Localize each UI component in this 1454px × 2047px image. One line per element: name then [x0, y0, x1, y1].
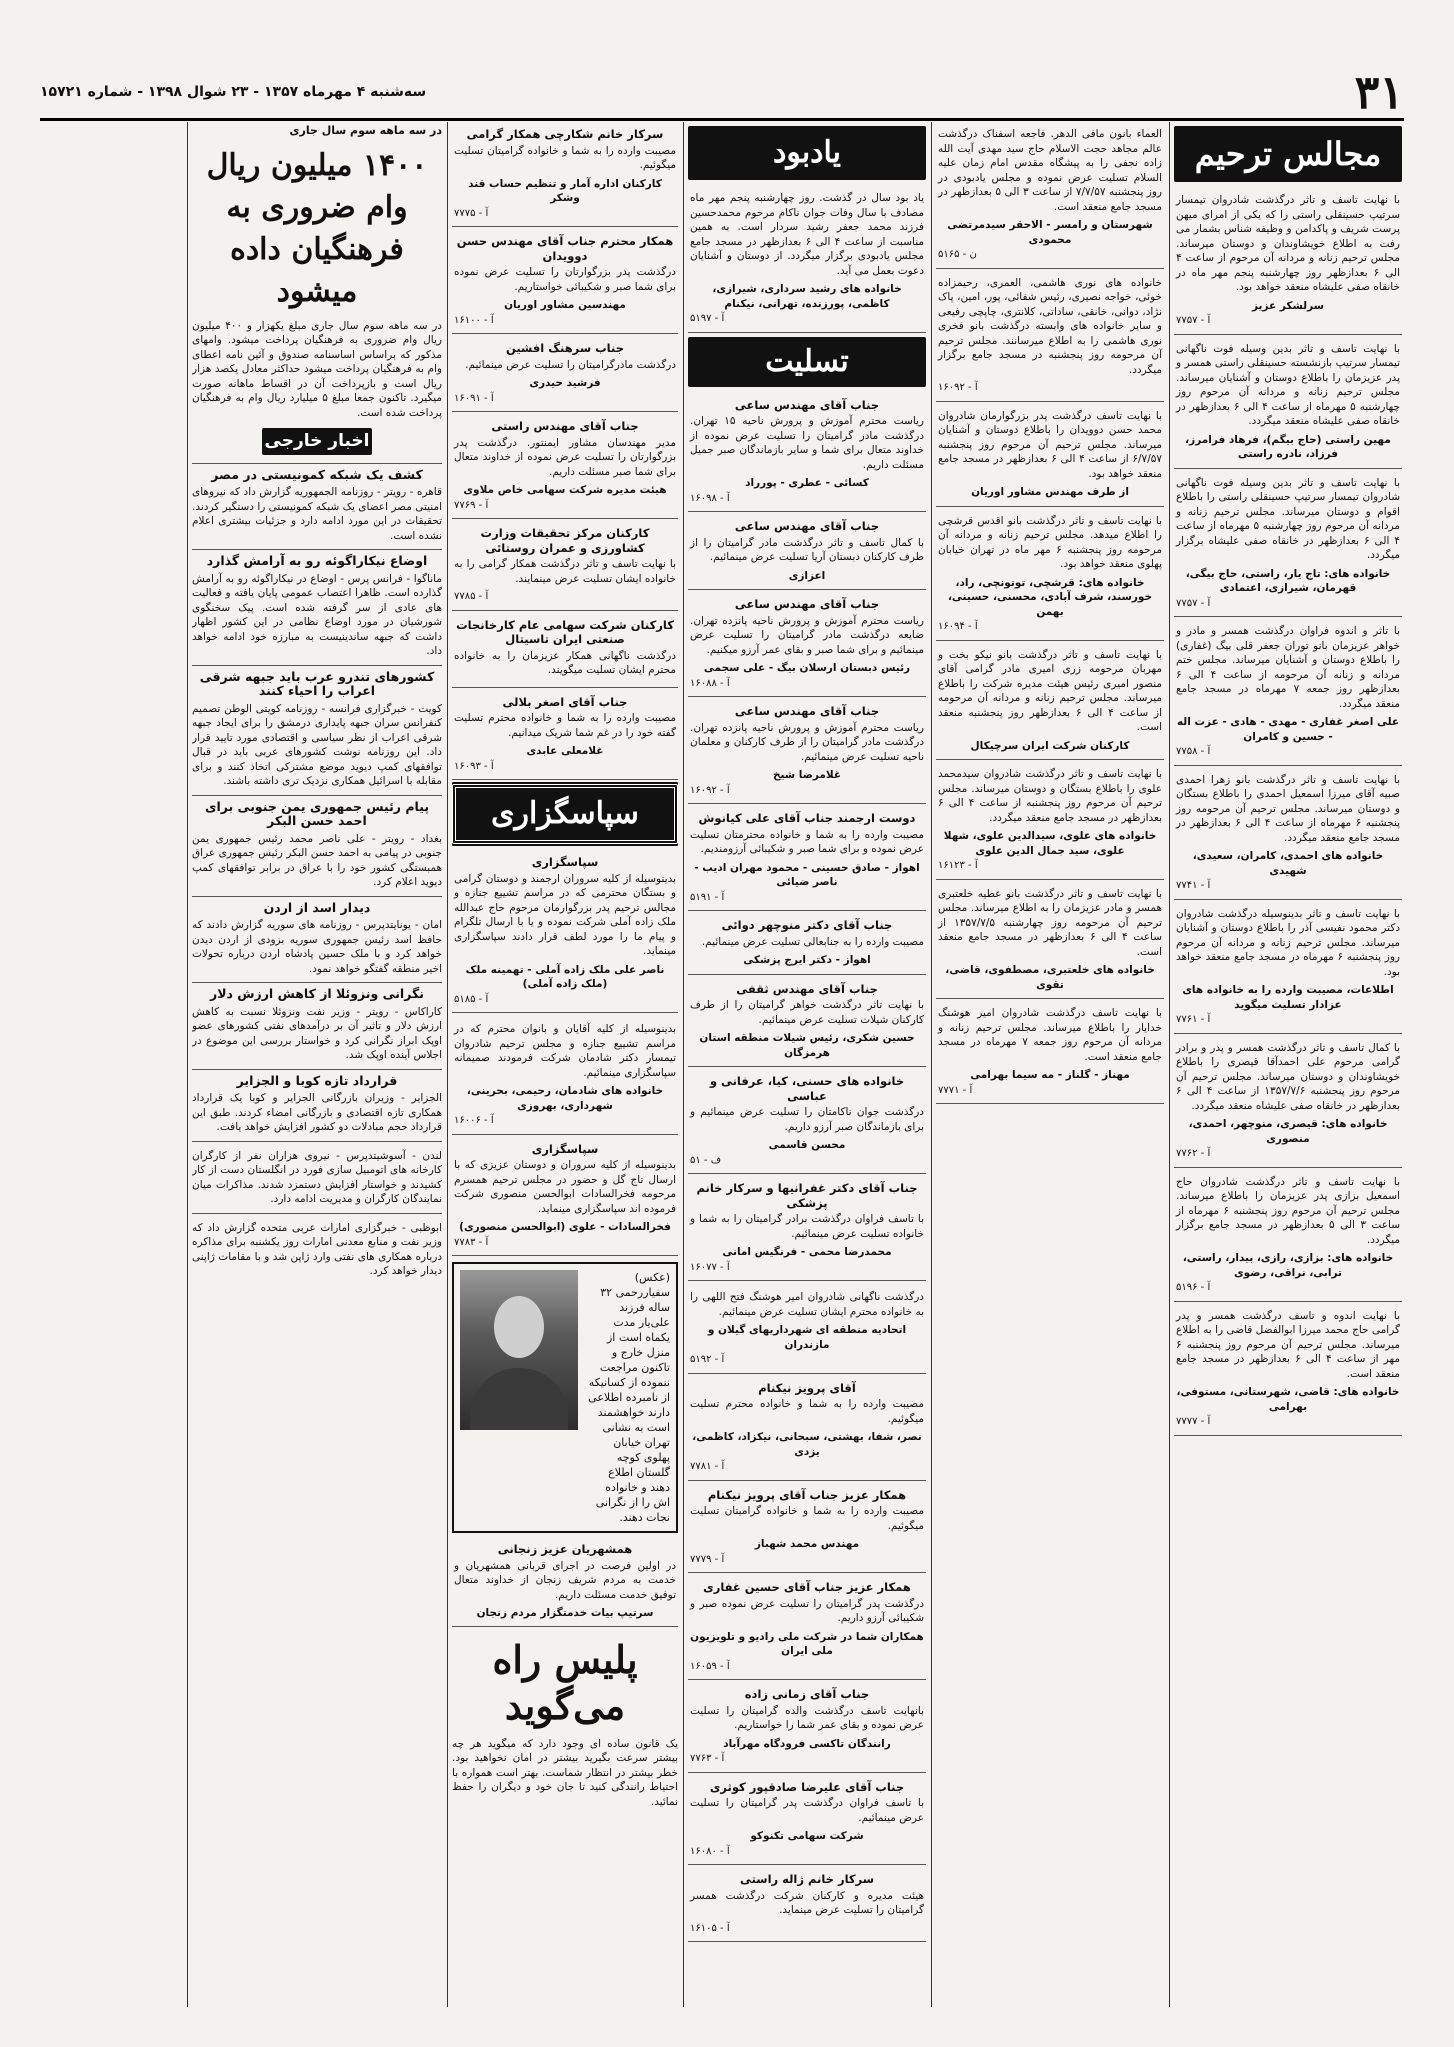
notice-code: آ - ۷۷۵۸: [1176, 746, 1211, 757]
sepas-notices: [452, 852, 678, 1256]
notice-block: [1174, 1172, 1402, 1302]
notice-code: آ - ۷۷۸۳: [454, 1236, 489, 1248]
notice-signature: هیئت مدیره شرکت سهامی خاص ملاوی: [463, 484, 667, 496]
notice-text: درگذشت مادرگرامیتان را تسلیت عرض مینمائیم.: [465, 358, 676, 371]
notice-code: آ - ۱۶۰۹۲: [938, 382, 978, 393]
notice-signature: سرلشکر عزیز: [1252, 299, 1324, 312]
news-headline: نگرانی ونزوئلا از کاهش ارزش دلار: [192, 982, 442, 1002]
yadbud-notice: [688, 188, 926, 333]
missing-person-photo: [460, 1270, 578, 1430]
notice-block: [452, 231, 678, 334]
news-headline: قرارداد تازه کوبا و الجزایر: [192, 1069, 442, 1089]
notice-text: درگذشت جوان ناکامتان را تسلیت عرض مینمائیم و برای بازماندگان صبر آرزو داریم.: [690, 1106, 924, 1133]
notice-text: با نهایت تاسف و تاثر درگذشت شادروان تیمسار سرتیپ حسینقلی راستی را که یکی از امرای میهن پرست شریف و پاکدامن و وظیفه شناس بشمار می رفت به اطلاع خویشاوندان و دوستان میرساند. مجلس ترحیم زنانه و مردانه آن مرحوم از ساعت ۴ الی ۶ بعدازظهر روز چهارشنبه پنجم مهر ماه در خانقاه صفی علیشاه منعقد خواهد بود.: [1176, 194, 1400, 293]
notice-signature: فخرالسادات - علوی (ابوالحسن منصوری): [459, 1221, 671, 1233]
notice-block: [688, 1071, 926, 1174]
notice-signature: خانواده های شادمان، رحیمی، بحرینی، شهرداری، بهروزی: [466, 1085, 664, 1112]
notice-title: همکار محترم جناب آقای مهندس حسن دوویدان: [456, 234, 674, 263]
notice-block: [688, 395, 926, 513]
notice-signature: شرکت سهامی تکنوکو: [750, 1830, 864, 1842]
notice-block: [936, 1003, 1164, 1104]
notice-block: [688, 594, 926, 697]
notice-code: آ - ۷۷۷۱: [938, 1084, 973, 1096]
notice-signature: کارکنان اداره آمار و تنظیم حساب قند وشکر: [468, 177, 662, 204]
notice-text: بدینوسیله از کلیه آقایان و بانوان محترم که در مراسم تشییع جنازه و مجلس ترحیم شادروان تیمسار دکتر شادمان شرکت فرمودند صمیمانه سپاسگزاری مینمائیم.: [454, 1023, 676, 1079]
notice-text: هیئت مدیره و کارکنان شرکت درگذشت همسر گرامیتان را تسلیت عرض مینماید.: [690, 1889, 924, 1916]
notice-title: جناب آقای مهندس ثقفی: [736, 981, 878, 996]
notice-signature: غلامعلی عابدی: [526, 745, 604, 757]
col2-notices: [936, 124, 1164, 1104]
notice-signature: اهواز - دکتر ایرج پزشکی: [743, 954, 871, 966]
notice-block: [452, 1139, 678, 1257]
notice-code: آ - ۷۷۷۷: [1176, 1416, 1211, 1427]
notice-signature: رئیس دبستان ارسلان بیگ - علی سجمی: [703, 662, 911, 674]
notice-text: ریاست محترم آموزش و پرورش ناحیه ۱۵ تهران. درگذشت مادر گرامیتان را تسلیت عرض نموده از خداوند متعال برای شما و سایر بازماندگان صبر جمیل مسئلت داریم.: [690, 415, 925, 471]
news-body: ماناگوا - فرانس پرس - اوضاع در نیکاراگوئه رو به آرامش گذارده است. ظاهرا اعتصاب عمومی پایان یافته و فعالیت های عادی از سر گرفته شده است. پیک سخنگوی شورشیان در مورد اوضاع نظامی در این کشور اظهار داشت که جبهه ساندینیست به مبارزه خود ادامه خواهد داد.: [192, 572, 442, 657]
column-left-strip: [48, 124, 182, 2004]
notice-block: [936, 764, 1164, 880]
notice-block: [1174, 190, 1402, 335]
notice-title: جناب آقای مهندس ساعی: [734, 519, 880, 533]
notice-code: آ - ۷۷۷۵: [454, 207, 489, 219]
notice-block: [688, 1869, 926, 1942]
news-headline: [192, 1141, 442, 1146]
notice-signature: از طرف مهندس مشاور اوریان: [971, 486, 1129, 498]
notice-signature: همکاران شما در شرکت ملی رادیو و تلویزیون ملی ایران: [690, 1630, 924, 1657]
notice-code: آ - ۱۶۰۰۶: [454, 1115, 494, 1126]
notice-block: [1174, 770, 1402, 900]
missing-person-notice: [452, 1262, 678, 1533]
notice-signature: خانواده های: بزازی، رازی، بیدار، راستی، ترابی، نراقی، رضوی: [1182, 1252, 1394, 1279]
notice-text: با تاثر و اندوه فراوان درگذشت همسر و مادر و خواهر عزیزمان بانو توران جعفر قلی بیگ (غفاری) را باطلاع دوستان و آشنایان میرساند. مجلس ختم مردانه و زنانه آن مرحومه از ساعت ۴ الی ۶ بعدازظهر روز جمعه ۷ مهرماه در مسجد جامع منعقد میگردد.: [1176, 625, 1401, 710]
column-notices-2: [936, 124, 1164, 2004]
notice-text: مصیبت وارده را به جنابعالی تسلیت عرض مینمائیم.: [701, 935, 924, 948]
notice-text: با نهایت تاسف و تاثر بدین وسیله فوت ناگهانی شادروان تیمسار سرتیپ حسینقلی راستی را باطلاع اقوام و دوستان میرساند. مجلس ترحیم زنانه و مردانه آن مرحوم روز چهارشنبه ۵ مهرماه از ساعت ۴ الی ۶ بعدازظهر در خانقاه صفی علیشاه برگزار میگردد.: [1176, 476, 1401, 561]
notice-block: [688, 1684, 926, 1773]
notice-text: با نهایت تاسف درگذشت پدر بزرگوارمان شادروان محمد حسن دوویدان را باطلاع دوستان و آشنایان میرساند. مجلس ترحیم آن مرحوم روز پنجشنبه ۶/۷/۵۷ از ساعت ۴ الی ۶ بعدازظهر در مسجد جامع منعقد خواهد بود.: [938, 409, 1163, 480]
notice-block: [1174, 1306, 1402, 1436]
notice-text: مصیبت وارده را به شما و خانواده محترم تسلیت میگوئیم.: [690, 1398, 924, 1425]
notice-text: با تاسف فراوان درگذشت پدر گرامیتان را تسلیت عرض مینمائیم.: [690, 1797, 924, 1824]
notice-signature: خانواده های: قاضی، شهرستانی، مستوفی، بهرامی: [1176, 1386, 1400, 1413]
notice-block: [688, 979, 926, 1068]
notice-block: [688, 808, 926, 911]
column-divider: [1169, 122, 1170, 2007]
notice-text: با نهایت تاسف و تاثر درگذشت همکار گرامی را به خانواده ایشان تسلیت عرض مینمایند.: [454, 558, 676, 585]
notice-text: مصیبت وارده را به شما و خانواده محترم تسلیت گفته خود را در غم شما شریک میدانیم.: [454, 712, 676, 739]
notice-title: همکار عزیز جناب آقای پرویز نیکنام: [707, 1487, 907, 1502]
news-body: قاهره - رویتر - روزنامه الجمهوریه گزارش داد که نیروهای امنیتی مصر اعضای یک شبکه کمونیستی را دستگیر کردند. تحقیقات در این مورد ادامه دارد و جزئیات بیشتری اعلام نشده است.: [192, 486, 442, 542]
notice-block: [1174, 621, 1402, 766]
column-divider: [447, 122, 448, 2007]
notice-title: سپاسگزاری: [531, 855, 599, 869]
notice-signature: اتحادیه منطقه ای شهرداریهای گیلان و مازندران: [707, 1324, 907, 1351]
notice-title: جناب آقای دکتر غفرانیها و سرکار خانم پزشکی: [696, 1181, 918, 1210]
notice-title: جناب سرهنگ افشین: [506, 341, 624, 355]
notice-code: آ - ۱۶۱۰۰: [454, 314, 494, 326]
notice-code: آ - ۷۷۵۷: [1176, 597, 1211, 609]
notice-text: با نهایت اندوه و تاسف درگذشت همسر و پدر گرامی حاج محمد میرزا ابوالفضل قاضی را به اطلاع میرساند. مجلس ترحیم آن مرحوم روز پنجشنبه ۶ مهر از ساعت ۴ الی ۶ بعدازظهر در مسجد جامع منعقد است.: [1176, 1309, 1400, 1380]
foreign-news-banner: اخبار خارجی: [262, 428, 372, 455]
loan-headline: ۱۴۰۰ میلیون ریال وام ضروری به فرهنگیان داده میشود: [206, 147, 428, 309]
notice-code: آ - ۷۷۶۱: [1176, 1014, 1211, 1025]
zanjan-text: در اولین فرصت در اجرای قربانی همشهریان و خدمت به مردم شریف زنجان از خداوند متعال توفیق خدمت مسئلت داریم.: [454, 1559, 676, 1601]
column-memorial-condolence: [688, 124, 926, 2004]
yadbud-banner: یادبود: [688, 126, 926, 180]
notice-title: سرکار خانم ژاله راستی: [739, 1872, 875, 1886]
police-says-text: یک قانون ساده ای وجود دارد که میگوید هر چه بیشتر سرعت بگیرید بیشتر در امان نخواهید بود. خطر بیشتر در انتظار شماست. بهتر است همواره با احتیاط رانندگی کنید تا جان خود و دیگران را حفظ نمائید.: [452, 1737, 678, 1808]
notice-code: آ - ۱۶۰۹۸: [690, 492, 730, 504]
notice-title: جناب آقای علیرضا صادقپور کوثری: [709, 1779, 905, 1794]
notice-signature: غلامرضا شیخ: [772, 769, 842, 781]
notice-signature: کارکنان شرکت ایران سرچیکال: [970, 739, 1130, 752]
notice-signature: مهندس محمد شهباز: [754, 1538, 860, 1550]
notice-text: العماء بانون مافی الدهر. فاجعه اسفناک درگذشت عالم مجاهد حجت الاسلام حاج سید مهدی آیت الله زاده نجفی را به پیشگاه مقدس امام زمان علیه السلام تسلیت عرض نموده و مجلس یادبودی در روز پنجشنبه ۷/۷/۵۷ از ساعت ۳ الی ۵ بعدازظهر در مسجد جامع منعقد است.: [938, 128, 1163, 213]
notice-text: مصیبت وارده را به شما و خانواده گرامیتان تسلیت میگوئیم.: [690, 1505, 924, 1532]
notice-text: درگذشت ناگهانی همکار عزیزمان را به خانواده محترم ایشان تسلیت میگویند.: [454, 649, 676, 676]
notice-code: آ - ۱۶۰۹۳: [454, 760, 494, 772]
notice-text: درگذشت پدر گرامیتان را تسلیت عرض نموده صبر و شکیبائی آرزو داریم.: [690, 1597, 924, 1624]
notice-signature: خانواده های احمدی، کامران، سعیدی، شهیدی: [1192, 850, 1384, 877]
notice-block: [688, 1378, 926, 1481]
notice-title: خانواده های حسنی، کیا، عرفانی و عباسی: [709, 1074, 905, 1103]
notice-signature: حسین شکری، رئیس شیلات منطقه استان هرمزگان: [699, 1032, 915, 1059]
notice-text: بدینوسیله از کلیه سروران ارجمند و دوستان گرامی و بستگان محترمی که در مراسم تشییع جنازه و مجالس ترحیم پدر بزرگوارمان مرحوم حاج عبدالله ملک زاده آملی شرکت نموده و یا با ارسال تلگرام و پیام ما را مورد لطف قرار دادند سپاسگزاری مینماید.: [454, 872, 676, 957]
notice-title: جناب آقای اصغر بلالی: [502, 694, 628, 709]
notice-block: [688, 1485, 926, 1574]
notice-text: درگذشت ناگهانی شادروان امیر هوشنگ فتح اللهی را به خانواده محترم ایشان تسلیت عرض مینمائیم.: [690, 1291, 924, 1318]
notice-signature: نصر، شفا، بهشتی، سبحانی، نیکزاد، کاظمی، یزدی: [692, 1431, 922, 1458]
notice-title: همکار عزیز جناب آقای حسین غفاری: [703, 1580, 911, 1594]
notice-signature: شهرستان و رامسر - الاحقر سیدمرتضی محمودی: [947, 219, 1153, 246]
notice-block: [936, 406, 1164, 507]
notice-title: جناب آقای زمانی زاده: [744, 1687, 870, 1701]
notice-text: با نهایت تاسف و تاثر درگذشت شادروان سیدمحمد علوی را باطلاع بستگان و دوستان میرساند. مجلس ترحیم آن مرحوم روز پنجشنبه از ساعت ۴ الی ۶ بعدازظهر در مسجد جامع منعقد میگردد.: [938, 768, 1162, 824]
notice-block: [936, 273, 1164, 402]
news-kicker: در سه ماهه سوم سال جاری: [289, 124, 442, 137]
notice-text: با کمال تاسف و تاثر درگذشت مادر گرامیتان را از طرف کارکنان دبستان آریا تسلیت عرض مینمائیم.: [690, 536, 924, 563]
notice-code: آ - ۷۷۶۹: [454, 499, 489, 511]
notice-code: آ - ۷۷۸۱: [690, 1461, 725, 1472]
notice-block: [1174, 339, 1402, 469]
police-says-title: پلیس راه می‌گوید: [492, 1636, 638, 1728]
notice-title: جناب آقای مهندس ساعی: [734, 397, 880, 412]
notice-code: آ - ۱۶۰۸۸: [690, 677, 730, 689]
notice-text: با تاسف فراوان درگذشت برادر گرامیتان را به شما و خانواده تسلیت عرض مینمائیم.: [690, 1213, 924, 1240]
notice-text: با نهایت تاسف و تاثر بدین وسیله فوت ناگهانی تیمسار سرتیپ بازنشسته حسینقلی راستی همسر و پدر عزیزمان را باطلاع دوستان و آشنایان میرساند. مجلس ترحیم زنانه و مردانه آن مرحوم روز چهارشنبه ۵ مهرماه از ساعت ۴ الی ۶ بعدازظهر در خانقاه صفی علیشاه منعقد میگردد.: [1176, 342, 1401, 427]
news-body: لندن - آسوشیتدپرس - نیروی هزاران نفر از کارگران کارخانه های اتومبیل سازی فورد در انگلستان دست از کار کشیدند و خواستار افزایش دستمزد شدند. مذاکرات میان نمایندگان کارگران و مدیریت ادامه دارد.: [192, 1149, 442, 1205]
notice-block: [688, 516, 926, 590]
news-headline: پیام رئیس جمهوری یمن جنوبی برای احمد حسن البکر: [192, 795, 442, 829]
column-divider: [187, 122, 188, 2007]
page-number: ۳۱: [1354, 65, 1404, 119]
notice-signature: مهناز - گلناز - مه سیما بهرامی: [970, 1069, 1130, 1081]
taslit-banner: تسلیت: [688, 337, 926, 387]
notice-title: جناب آقای مهندس راستی: [491, 419, 639, 433]
notice-code: ن - ۵۱۶۵: [938, 249, 977, 260]
notice-signature: محمدرضا محمی - فرنگیس امانی: [722, 1246, 892, 1258]
column-obituaries: [1174, 124, 1402, 2004]
notice-title: دوست ارجمند جناب آقای علی کیانوش: [698, 811, 916, 825]
notice-block: [688, 1178, 926, 1281]
notice-signature: کسائی - عطری - پورراد: [745, 477, 869, 489]
notice-signature: خانواده های: قیصری، منوچهر، احمدی، منصوری: [1188, 1118, 1388, 1145]
notice-block: [1174, 473, 1402, 618]
notice-text: ریاست محترم آموزش و پرورش ناحیه پانزده تهران. درگذشت مادر گرامیتان را از طرف کارکنان و معلمان ناحیه تسلیت عرض مینمائیم.: [690, 721, 924, 763]
foreign-news-list: [192, 463, 442, 1279]
notice-block: [688, 1285, 926, 1374]
column-divider: [683, 122, 684, 2007]
notice-code: آ - ۷۷۶۲: [1176, 1148, 1211, 1159]
notice-text: مصیبت وارده را به شما و خانواده گرامیتان تسلیت میگوئیم.: [454, 144, 676, 171]
notice-code: آ - ۵۱۹۶: [1176, 1282, 1211, 1293]
missing-person-text: (عکس) سفیاررحمی ۳۲ ساله فرزند علی‌یار مدت یکماه است از منزل خارج و تاکنون مراجعت ننموده از کسانیکه از نامبرده اطلاعی دارند خواهشمند است به نشانی تهران خیابان پهلوی کوچه گلستان اطلاع دهند و خانواده اش را از نگرانی نجات دهند.: [588, 1271, 670, 1524]
notice-signature: اعزازی: [788, 569, 826, 582]
col1-notices: [1174, 190, 1402, 1436]
notice-signature: علی اصغر غفاری - مهدی - هادی - عزت اله - حسین و کامران: [1176, 716, 1400, 743]
notice-text: با نهایت تاسف و تاثر درگذشت بانو اقدس قرشچی را اطلاع میدهد. مجلس ترحیم زنانه و مردانه آن مرحومه روز پنجشنبه ۶ مهر ماه در تهران خیابان پهلوی منعقد خواهد بود.: [938, 514, 1162, 570]
notice-block: [688, 1777, 926, 1866]
notice-code: آ - ۱۶۰۹۴: [938, 621, 978, 632]
notice-code: آ - ۷۷۴۱: [1176, 880, 1211, 891]
notice-text: مصیبت وارده را به شما و خانواده محترمتان تسلیت عرض نموده و برای شما صبر و شکیبائی آرزومندیم.: [690, 828, 924, 855]
notice-code: آ - ۱۶۰۹۲: [690, 784, 730, 796]
notice-code: آ - ۱۶۱۲۳: [938, 860, 978, 871]
notice-code: آ - ۱۶۰۹۱: [454, 392, 494, 404]
zanjan-title: همشهریان عزیز زنجانی: [497, 1542, 633, 1556]
column-news: [192, 124, 442, 2004]
notice-block: [452, 338, 678, 412]
notice-title: سرکار خانم شکارچی همکار گرامی: [466, 127, 664, 141]
col3-notices: [688, 395, 926, 1943]
notice-code: آ - ۵۱۹۲: [690, 1354, 725, 1365]
notice-block: [936, 645, 1164, 761]
news-headline: کشورهای تندرو عرب باید جبهه شرقی اعراب را احیاء کنند: [192, 665, 442, 699]
notice-signature: ناصر علی ملک زاده آملی - تهمینه ملک (ملک زاده آملی): [465, 963, 665, 990]
notice-signature: رانندگان تاکسی فرودگاه مهرآباد: [723, 1737, 891, 1750]
zanjan-notice: [452, 1539, 678, 1627]
notice-block: [936, 884, 1164, 1000]
news-headline: دیدار اسد از اردن: [192, 896, 442, 916]
news-body: امان - یونایتدپرس - روزنامه های سوریه گزارش دادند که حافظ اسد رئیس جمهوری سوریه بزودی از اردن دیدن خواهد کرد و با ملک حسین پادشاه اردن درباره تحولات اخیر منطقه گفتگو خواهد نمود.: [192, 919, 442, 975]
notice-block: [452, 523, 678, 611]
notice-block: [936, 511, 1164, 641]
news-headline: اوضاع نیکاراگوئه رو به آرامش گذارد: [192, 549, 442, 569]
notice-code: آ - ۱۶۰۵۹: [690, 1660, 730, 1672]
notice-text: با نهایت تاسف و تاثر درگذشت بانو نیکو بخت و مهربان مرحومه زری امیری مادر گرامی آقای منصور امیری رئیس هیئت مدیره شرکت را باطلاع میرساند. مجلس ترحیم زنانه و مردانه آن مرحومه از ساعت ۴ الی ۶ بعدازظهر روز پنجشنبه منعقد است.: [938, 648, 1162, 733]
notice-text: بدینوسیله از کلیه سروران و دوستان عزیزی که با ارسال تاج گل و حضور در مجلس ترحیم همسرم مرحومه فخرالسادات ابوالحسن منصوری شرکت فرموده اند سپاسگزاری مینماید.: [454, 1159, 676, 1215]
zanjan-signature: سرتیپ بیات خدمتگزار مردم زنجان: [476, 1607, 654, 1619]
notice-signature: مهندسین مشاور اوریان: [504, 299, 626, 311]
notice-signature: محسن قاسمی: [768, 1139, 846, 1151]
notice-text: با نهایت تاسف درگذشت شادروان امیر هوشنگ خدایار را باطلاع میرساند. مجلس ترحیم زنانه و مردانه آن مرحوم روز جمعه ۷ مهرماه در مسجد جامع منعقد است.: [938, 1007, 1162, 1063]
notice-text: ریاست محترم آموزش و پرورش ناحیه پانزده تهران. ضایعه درگذشت مادر گرامیتان را تسلیت عرض مینمائیم و برای شما صبر و بقای عمر آرزو میکنیم.: [690, 614, 924, 656]
sepasgozari-banner: سپاسگزاری: [452, 784, 678, 844]
notice-code: آ - ۱۶۱۰۵: [690, 1922, 730, 1934]
notice-code: آ - ۷۷۵۷: [1176, 315, 1211, 326]
news-body: کاراکاس - رویتر - وزیر نفت ونزوئلا نسبت به کاهش ارزش دلار و تاثیر آن بر درآمدهای نفتی کشورهای عضو اوپک ابراز نگرانی کرد و خواستار بررسی این موضوع در اجلاس آینده اوپک شد.: [192, 1005, 442, 1061]
news-headline: کشف یک شبکه کمونیستی در مصر: [192, 463, 442, 483]
notice-title: آقای پرویز نیکنام: [758, 1380, 856, 1395]
notice-signature: مهین راستی (حاج بیگم)، فرهاد فرامرز، فرزاد، نادره راستی: [1185, 433, 1391, 460]
notice-block: [452, 615, 678, 688]
notice-text: با نهایت تاسف و تاثر درگذشت بانو عطیه خلعتبری همسر و مادر عزیزمان را به اطلاع میرساند. مجلس ترحیم آن مرحومه روز چهارشنبه ۱۳۵۷/۷/۵ از ساعت ۴ الی ۶ بعدازظهر در مسجد جامع منعقد است.: [938, 887, 1163, 958]
notice-code: آ - ۱۶۰۷۷: [690, 1261, 730, 1273]
notice-block: [688, 701, 926, 804]
notice-signature: خانواده های علوی، سیدالدین علوی، شهلا علوی، سید جمال الدین علوی: [943, 830, 1157, 857]
column-divider: [931, 122, 932, 2007]
notice-text: با کمال تاسف و تاثر درگذشت همسر و پدر و برادر گرامی مرحوم علی احمدآقا قیصری را باطلاع خویشاوندان و دوستان میرساند. مجلس ترحیم آن مرحوم روز پنجشنبه ۱۳۵۷/۷/۶ از ساعت ۴ الی ۶ بعدازظهر در خانقاه صفی علیشاه منعقد میگردد.: [1176, 1041, 1401, 1112]
notice-title: سپاسگزاری: [531, 1141, 599, 1156]
notice-title: جناب آقای دکتر منوچهر دوائی: [721, 918, 893, 932]
notice-block: [452, 852, 678, 1013]
notice-block: [452, 692, 678, 781]
notice-signature: خانواده های خلعتبری، مصطفوی، قاضی، تقوی: [945, 964, 1155, 991]
notice-title: جناب آقای مهندس ساعی: [734, 704, 880, 718]
loan-lead: در سه ماهه سوم سال جاری مبلغ یکهزار و ۴۰۰ میلیون ریال وام ضروری به فرهنگیان پرداخت میشود. وامهای مذکور که براساس اساسنامه صندوق و آئین نامه اعطای وام به فرهنگیان پرداخت میشود حداکثر معادل یکصد هزار ریال است و بازپرداخت آن در اقساط ماهانه صورت میگیرد. تاکنون جمعا مبلغ ۵ میلیارد ریال وام به فرهنگیان پرداخت شده است.: [192, 319, 442, 419]
notice-text: با نهایت تاسف و تاثر درگذشت شادروان حاج اسمعیل بزازی پدر عزیزمان را باطلاع میرساند. مجلس ترحیم آن مرحوم روز پنجشنبه ۶ مهرماه از ساعت ۳ الی ۵ بعدازظهر در مسجد جامع برگزار میگردد.: [1176, 1175, 1401, 1246]
yadbud-signature: خانواده های رشید سرداری، شیرازی، کاظمی، پورزنده، تهرانی، نیکنام: [712, 283, 902, 310]
news-body: کویت - خبرگزاری فرانسه - روزنامه کویتی الوطن تصمیم کنفرانس سران جبهه پایداری درمشق را برای ایجاد جبهه شرقی اعراب از نظر سیاسی و اقتصادی مورد تایید قرار داد. این روزنامه نوشت کشورهای عربی باید در قبال توافقهای کمپ دیوید موضع مشترکی اتخاذ کنند و برای مقابله با اسرائیل همکاری نزدیک تری داشته باشند.: [192, 702, 442, 787]
dateline: سه‌شنبه ۴ مهرماه ۱۳۵۷ - ۲۳ شوال ۱۳۹۸ - شماره ۱۵۷۲۱: [40, 84, 427, 100]
notice-block: [688, 1577, 926, 1680]
notice-text: با نهایت تاسف و تاثر بدینوسیله درگذشت شادروان دکتر محمود نفیسی آذر را باطلاع دوستان و آشنایان میرساند. مجلس ترحیم زنانه و مردانه آن مرحوم روز پنجشنبه ۶ مهرماه در مسجد جامع منعقد خواهد بود.: [1176, 907, 1400, 978]
notice-block: [1174, 904, 1402, 1034]
notice-text: با نهایت تاثر درگذشت خواهر گرامیتان را از طرف کارکنان شیلات تسلیت عرض مینمائیم.: [690, 999, 924, 1026]
notice-signature: اهواز - صادق حسینی - محمود مهران ادیب - ناصر ضیائی: [694, 861, 920, 888]
notice-code: آ - ۷۷۶۳: [690, 1753, 725, 1764]
notice-block: [452, 124, 678, 227]
yadbud-code: آ - ۵۱۹۷: [690, 313, 725, 324]
notice-code: ف - ۵۱: [690, 1154, 722, 1166]
notice-signature: خانواده های: تاج یار، راستی، حاج بیگی، قهرمان، شیرازی، اعتمادی: [1185, 567, 1391, 594]
news-body: بغداد - رویتر - علی ناصر محمد رئیس جمهوری یمن جنوبی در پیامی به احمد حسن البکر رئیس جمهوری عراق همبستگی کشور خود را با عراق در برابر توافقهای کمپ دیوید اعلام کرد.: [192, 832, 442, 888]
notice-text: مدیر مهندسان مشاور ایمنتور. درگذشت پدر بزرگوارتان را تسلیت عرض نموده از خداوند متعال برای شما صبر مسئلت داریم.: [454, 436, 676, 478]
masthead: [40, 65, 1404, 121]
notice-code: آ - ۵۱۹۱: [690, 891, 725, 903]
notice-code: آ - ۱۶۰۸۰: [690, 1845, 730, 1857]
notice-text: خانواده های نوری هاشمی، العمری، رحیمزاده خوئی، خواجه نصیری، رئیس شفائی، پور، امین، پاک نژاد، دوانی، خانقی، ساداتی، کلانتری، چاپچی رفیعی و سایر خانواده های وابسته درگذشت بانو فخری نوری هاشمی را به اطلاع میرسانند. مجلس ترحیم آن مرحومه روز پنجشنبه در مسجد جامع برگزار میگردد.: [938, 276, 1162, 376]
notice-signature: اطلاعات، مصیبت وارده را به خانواده های عزادار تسلیت میگوید: [1182, 984, 1394, 1011]
col4-notices: [452, 124, 678, 780]
notice-title: جناب آقای مهندس ساعی: [734, 597, 880, 611]
notice-block: [688, 915, 926, 975]
news-body: الجزایر - وزیران بازرگانی الجزایر و کوبا یک قرارداد همکاری تازه اقتصادی و بازرگانی امضاء کردند. طبق این قرارداد حجم مبادلات دو کشور افزایش خواهد یافت.: [192, 1092, 442, 1133]
notice-text: درگذشت پدر بزرگوارتان را تسلیت عرض نموده برای شما صبر و شکیبائی خواستاریم.: [454, 266, 676, 293]
notice-code: آ - ۷۷۸۵: [454, 591, 489, 602]
notice-signature: فرشید حیدری: [529, 377, 601, 389]
notice-text: با نهایت تاسف و تاثر درگذشت بانو زهرا احمدی صبیه آقای میرزا اسمعیل احمدی را باطلاع بستگان و دوستان میرساند. مجلس ترحیم آن مرحومه روز پنجشنبه ۶ مهرماه از ساعت ۴ الی ۶ بعدازظهر در مسجد جامع منعقد میگردد.: [1176, 773, 1400, 844]
notice-block: [936, 124, 1164, 269]
notice-signature: خانواده های: قرشچی، توتونچی، راد، خورسند، شرف آبادی، محسنی، حسینی، بهمن: [947, 576, 1153, 618]
notice-title: کارکنان شرکت سهامی عام کارخانجات صنعتی ایران تاسیتال: [456, 617, 674, 646]
notice-block: [452, 416, 678, 519]
notice-block: [452, 1017, 678, 1135]
notice-text: بانهایت تاسف درگذشت والده گرامیتان را تسلیت عرض نموده و بقای عمر شما را خواستاریم.: [690, 1704, 924, 1731]
notice-code: آ - ۵۱۸۵: [454, 993, 489, 1005]
majales-tarhim-banner: مجالس ترحیم: [1174, 126, 1402, 182]
notice-title: کارکنان مرکز تحقیقات وزارت کشاورزی و عمران روستائی: [480, 526, 650, 555]
yadbud-text: یاد بود سال در گذشت. روز چهارشنبه پنجم مهر ماه مصادف با سال وفات جوان ناکام مرحوم محمدحسین فرزند محمد جعفر رشید سردار است. به همین مناسبت از ساعت ۴ الی ۶ بعدازظهر در مسجد جامع مجلس یادبودی برگزار میگردد. از دوستان و آشنایان دعوت بعمل می آید.: [690, 192, 925, 277]
notice-code: آ - ۷۷۷۹: [690, 1553, 725, 1565]
news-body: ابوظبی - خبرگزاری امارات عربی متحده گزارش داد که وزیر نفت و منابع معدنی امارات روز یکشنبه برای مذاکره درباره همکاری های نفتی وارد ژاپن شد و با مقامات ژاپنی دیدار خواهد کرد.: [192, 1221, 442, 1277]
column-thanks: [452, 124, 678, 2004]
news-headline: [192, 1213, 442, 1218]
notice-block: [1174, 1038, 1402, 1168]
